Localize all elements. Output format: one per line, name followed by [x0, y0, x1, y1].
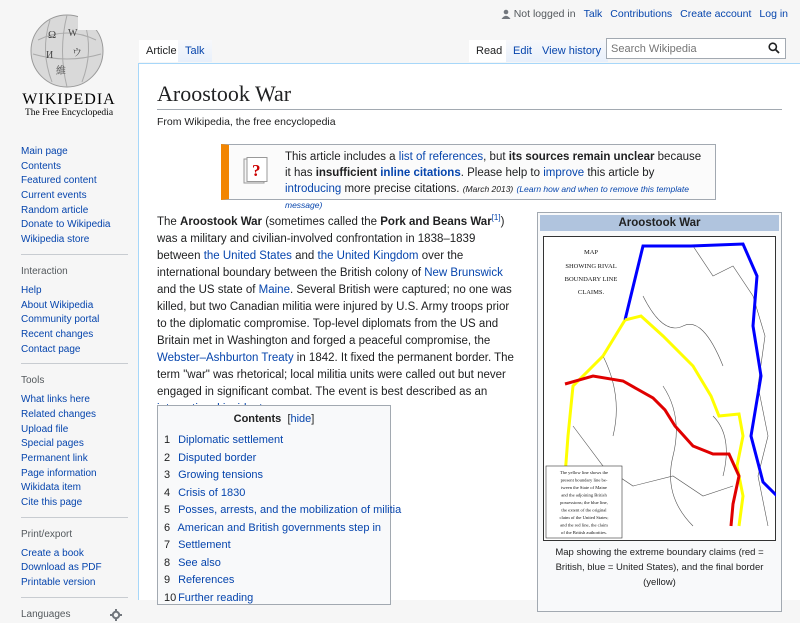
- infobox-title: Aroostook War: [540, 215, 779, 231]
- map-title-line: BOUNDARY LINE: [564, 276, 618, 283]
- webster-ashburton-treaty-link[interactable]: Webster–Ashburton Treaty: [157, 351, 294, 364]
- sidebar-item-recent-changes[interactable]: Recent changes: [21, 328, 94, 340]
- sidebar-divider: [21, 517, 128, 518]
- lead-text-1: The: [157, 215, 181, 228]
- sidebar-heading-interaction: Interaction: [21, 265, 68, 277]
- sidebar-item-cite-this-page[interactable]: Cite this page: [21, 497, 83, 509]
- wikipedia-tagline: The Free Encyclopedia: [24, 108, 114, 118]
- sidebar: [0, 140, 138, 623]
- new-brunswick-link[interactable]: New Brunswick: [424, 266, 503, 279]
- united-states-link[interactable]: the United States: [203, 249, 292, 262]
- toc-item-number: 10: [164, 591, 177, 604]
- toc-title: Contents [hide]: [233, 413, 315, 425]
- toc-item-number: 1: [164, 434, 171, 446]
- map-legend-line: possessions; the blue line,: [560, 500, 608, 505]
- svg-text:維: 維: [56, 66, 66, 77]
- sidebar-item-upload-file[interactable]: Upload file: [21, 423, 69, 435]
- toc-item[interactable]: [164, 520, 390, 538]
- notice-date: (March 2013): [462, 184, 514, 194]
- map-title-line: SHOWING RIVAL: [565, 263, 617, 270]
- sidebar-tools: [0, 393, 138, 511]
- site-sub: From Wikipedia, the free encyclopedia: [157, 116, 336, 128]
- sidebar-divider: [21, 254, 128, 255]
- sidebar-item-about[interactable]: About Wikipedia: [21, 299, 94, 311]
- map-legend-line: The yellow line shows the: [559, 470, 609, 475]
- toc-item-label[interactable]: See also: [178, 556, 221, 569]
- toc-item-label[interactable]: Diplomatic settlement: [178, 434, 284, 446]
- sidebar-interaction: [0, 284, 138, 357]
- toc-item-label[interactable]: Posses, arrests, and the mobilization of militia: [178, 504, 402, 516]
- toc-item-label[interactable]: Disputed border: [178, 451, 257, 464]
- toc-item-number: 2: [164, 451, 171, 464]
- lead-text-3: ) was a military and civilian-involved confrontation in 1838–1839 between: [157, 215, 505, 262]
- sidebar-heading-print-export: Print/export: [21, 528, 73, 540]
- tab-article[interactable]: Article: [139, 40, 184, 62]
- languages-label: Languages: [21, 608, 71, 620]
- tab-edit[interactable]: Edit: [506, 40, 539, 62]
- sidebar-divider: [21, 363, 128, 364]
- svg-text:ウ: ウ: [72, 48, 82, 59]
- user-icon: [501, 9, 511, 19]
- svg-text:W: W: [68, 28, 78, 39]
- sidebar-item-what-links-here[interactable]: What links here: [21, 394, 90, 406]
- svg-text:?: ?: [252, 161, 261, 180]
- boundary-map-image[interactable]: [543, 236, 776, 541]
- sidebar-print-export: [0, 547, 138, 591]
- list-of-references-link[interactable]: list of references: [398, 151, 484, 163]
- inline-citations-link[interactable]: inline citations: [380, 167, 461, 179]
- notice-bold-1: its sources remain unclear: [508, 151, 655, 163]
- sidebar-item-related-changes[interactable]: Related changes: [21, 408, 97, 420]
- puzzle-globe-icon: [28, 12, 106, 90]
- content-area: [138, 63, 800, 604]
- notice-text-3: because it has: [285, 151, 702, 179]
- contributions-link[interactable]: Contributions: [610, 8, 673, 20]
- toc-item-label[interactable]: Further reading: [178, 591, 254, 604]
- gear-icon[interactable]: [110, 609, 122, 621]
- tab-read[interactable]: Read: [469, 40, 509, 62]
- sidebar-item-random-article[interactable]: Random article: [21, 204, 89, 216]
- introducing-link[interactable]: introducing: [285, 183, 342, 195]
- learn-how-link[interactable]: (Learn how and when to remove this template message): [285, 184, 689, 210]
- toc-item[interactable]: [164, 467, 390, 485]
- sidebar-navigation: [0, 145, 138, 248]
- notice-text-6: more precise citations.: [341, 183, 460, 195]
- toc-list: [158, 432, 402, 607]
- improve-link[interactable]: improve: [543, 167, 585, 179]
- united-kingdom-link[interactable]: the United Kingdom: [317, 249, 419, 262]
- title-divider: [157, 109, 782, 110]
- talk-link[interactable]: Talk: [583, 8, 603, 20]
- search-icon[interactable]: [768, 42, 780, 54]
- toc-item-label[interactable]: American and British governments step in: [177, 521, 382, 534]
- toc-item[interactable]: [164, 432, 390, 450]
- toc-item-number: 5: [164, 504, 171, 516]
- notice-text-1: This article includes a: [285, 151, 399, 163]
- toc-item[interactable]: [164, 450, 390, 468]
- toc-item-label[interactable]: Settlement: [178, 539, 231, 551]
- toc-item[interactable]: [164, 590, 390, 608]
- sidebar-item-featured-content[interactable]: Featured content: [21, 175, 97, 187]
- tab-talk[interactable]: Talk: [178, 40, 212, 62]
- lead-text-2: (sometimes called the: [262, 215, 381, 228]
- toc-item-number: 7: [164, 539, 171, 551]
- notice-text-2: , but: [483, 151, 509, 163]
- svg-text:Ω: Ω: [48, 29, 57, 41]
- tab-view-history[interactable]: View history: [535, 40, 608, 62]
- notice-bold-2: insufficient: [315, 167, 381, 179]
- map-legend-line: present boundary line be-: [560, 477, 608, 483]
- sidebar-item-main-page[interactable]: Main page: [21, 146, 68, 157]
- wikipedia-wordmark: WIKIPEDIA: [22, 91, 116, 108]
- sidebar-heading-languages: [0, 609, 138, 623]
- map-legend-line: of the British authorities.: [561, 530, 607, 535]
- question-book-icon: [243, 157, 269, 185]
- table-of-contents: [157, 405, 402, 605]
- toc-item-number: 6: [164, 521, 171, 534]
- notice-text-4: . Please help to: [460, 167, 544, 179]
- toc-item-number: 8: [164, 556, 171, 569]
- not-logged-in: [501, 8, 576, 20]
- toc-item-label[interactable]: Crisis of 1830: [178, 486, 246, 499]
- sidebar-item-permanent-link[interactable]: Permanent link: [21, 453, 88, 464]
- wikipedia-logo[interactable]: [0, 0, 138, 128]
- svg-text:И: И: [46, 50, 54, 61]
- lead-text-6: and the US state of: [157, 283, 259, 296]
- toc-item-number: 3: [164, 469, 171, 481]
- sidebar-item-page-information[interactable]: Page information: [21, 467, 97, 479]
- search-input[interactable]: [607, 39, 765, 58]
- sidebar-item-help[interactable]: Help: [21, 284, 42, 296]
- sidebar-item-current-events[interactable]: Current events: [21, 190, 87, 202]
- infobox: [537, 212, 782, 612]
- lead-text-5: over the international boundary between the British colony of: [157, 249, 464, 279]
- maine-link[interactable]: Maine: [258, 283, 290, 296]
- sidebar-item-wikidata-item[interactable]: Wikidata item: [21, 482, 82, 494]
- reference-1-link[interactable]: [1]: [491, 213, 501, 222]
- map-legend-line: and the red line, the claim: [560, 522, 608, 528]
- log-in-link[interactable]: Log in: [759, 8, 788, 20]
- toc-item-number: 4: [164, 486, 171, 499]
- lead-text-7: . Several British were captured; no one was killed, but two Canadian militia were injured by U.S. Army troops prior to the diplomatic compromise. Top-level diplomats from the US and Britain met in Washington and forged a peaceful compromise, the: [157, 283, 512, 347]
- sidebar-item-printable-version[interactable]: Printable version: [21, 577, 96, 589]
- map-legend-line: claim of the United States;: [559, 515, 609, 520]
- refimprove-notice: [221, 144, 716, 210]
- map-title-line: MAP: [583, 249, 599, 256]
- map-title-line: CLAIMS.: [577, 289, 605, 296]
- toc-item[interactable]: [164, 537, 390, 555]
- page-title: Aroostook War: [157, 81, 292, 106]
- search-box[interactable]: [606, 38, 786, 59]
- map-legend-line: and the adjoining British: [561, 492, 607, 498]
- map-caption: Map showing the extreme boundary claims (red = British, blue = United States), and the final border (yellow): [555, 547, 764, 588]
- notice-text: [285, 149, 709, 213]
- toc-item[interactable]: [164, 555, 390, 573]
- map-legend-line: the extent of the original: [561, 507, 607, 513]
- lead-text-4: and: [291, 249, 318, 262]
- toc-item[interactable]: [164, 572, 390, 590]
- lead-paragraph: [157, 209, 521, 418]
- sidebar-item-donate[interactable]: Donate to Wikipedia: [21, 219, 111, 231]
- sidebar-item-contact-page[interactable]: Contact page: [21, 343, 81, 355]
- toc-item-label[interactable]: References: [178, 574, 235, 586]
- toc-item-number: 9: [164, 574, 171, 586]
- toc-item[interactable]: [164, 502, 402, 520]
- sidebar-item-store[interactable]: Wikipedia store: [21, 234, 90, 246]
- personal-tools: [501, 8, 788, 20]
- sidebar-divider: [21, 597, 128, 598]
- sidebar-item-contents[interactable]: Contents: [21, 160, 62, 172]
- toc-item[interactable]: [164, 485, 390, 503]
- map-legend-line: tween the State of Maine: [561, 485, 607, 490]
- sidebar-item-special-pages[interactable]: Special pages: [21, 438, 84, 450]
- toc-item-label[interactable]: Growing tensions: [178, 469, 264, 481]
- not-logged-in-label: Not logged in: [513, 8, 576, 20]
- sidebar-item-download-pdf[interactable]: Download as PDF: [21, 562, 102, 574]
- sidebar-item-community-portal[interactable]: Community portal: [21, 314, 100, 326]
- create-account-link[interactable]: Create account: [680, 8, 752, 20]
- notice-text-5: this article by: [584, 167, 655, 179]
- sidebar-heading-tools: Tools: [21, 375, 45, 387]
- lead-bold-1: Aroostook War: [180, 215, 263, 228]
- toc-hide-toggle[interactable]: hide: [290, 413, 312, 425]
- lead-text-8: in 1842. It fixed the permanent border. The term "war" was rhetorical; local militia units were called out but never engaged in significant combat. The event is best described as an: [157, 351, 514, 398]
- toc-title-label: Contents: [233, 413, 282, 425]
- lead-bold-2: Pork and Beans War: [380, 215, 492, 228]
- sidebar-item-create-book[interactable]: Create a book: [21, 547, 84, 559]
